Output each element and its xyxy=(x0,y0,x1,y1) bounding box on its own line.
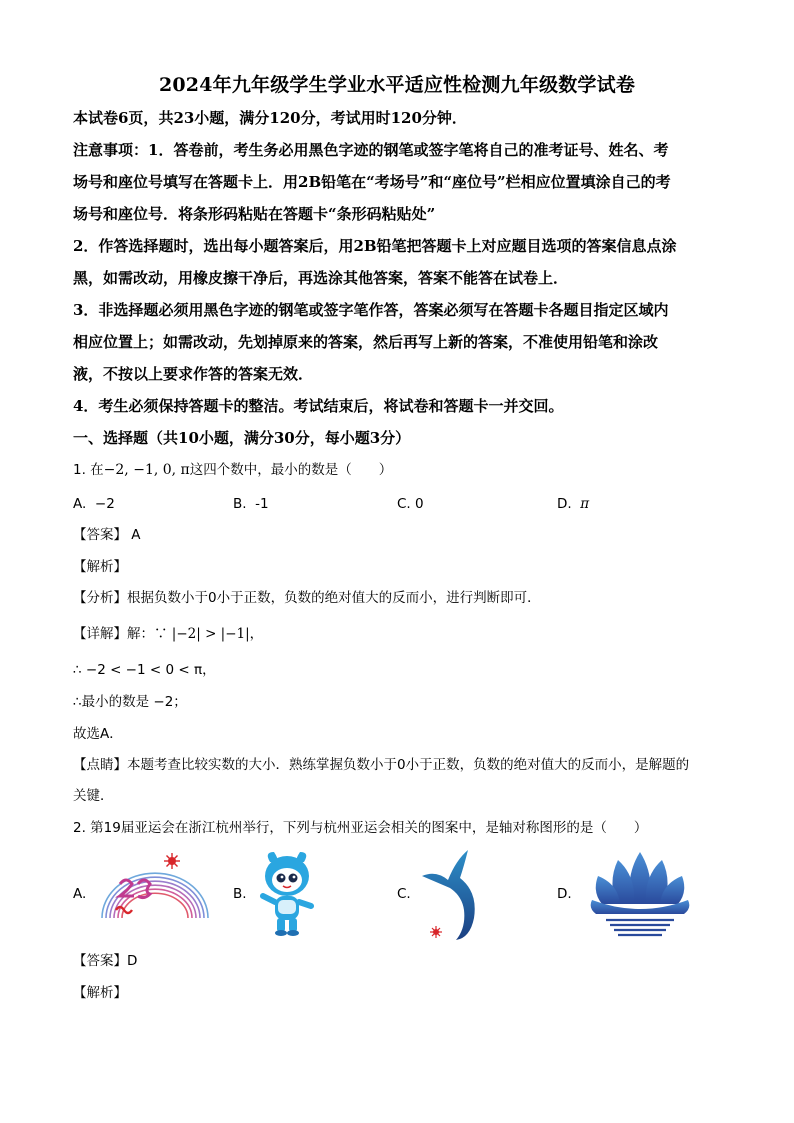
q1-step-2: ∴ −2 < −1 < 0 < π， xyxy=(73,662,216,678)
whale-tail-image xyxy=(418,846,498,942)
q1-dianjing: 【点睛】本题考查比较实数的大小．熟练掌握负数小于0小于正数，负数的绝对值大的反而小，是解题的 xyxy=(73,757,690,773)
q1-step-4: 故选A． xyxy=(73,726,123,742)
q1-suffix: 这四个数中，最小的数是（ ） xyxy=(189,462,393,478)
asian-games-emblem-image xyxy=(96,848,214,930)
q1-xiangjie: 【详解】解：∵ |−2| > |−1|， xyxy=(73,626,264,642)
q2-analysis-tag: 【解析】 xyxy=(73,985,127,1001)
q1-stem xyxy=(73,460,392,480)
notice-item1-l2: 场号和座位号填写在答题卡上．用2B铅笔在“考场号”和“座位号”栏相应位置填涂自己的考 xyxy=(73,173,671,191)
q1-dianjing-l2: 关键． xyxy=(73,788,114,804)
notice-item1-l3: 场号和座位号．将条形码粘贴在答题卡“条形码粘贴处” xyxy=(73,205,436,223)
q1-option-b: B. -1 xyxy=(233,496,269,512)
q2-option-d-label: D. xyxy=(557,886,572,902)
q1-analysis-tag: 【解析】 xyxy=(73,559,127,575)
intro-line: 本试卷6页，共23小题，满分120分，考试用时120分钟． xyxy=(73,109,467,127)
notice-item2-l2: 黑，如需改动，用橡皮擦干净后，再选涂其他答案，答案不能答在试卷上． xyxy=(73,269,569,287)
q1-option-d: D. π xyxy=(557,496,590,512)
q2-option-a-label: A. xyxy=(73,886,87,902)
notice-item1-l1: 1．答卷前，考生务必用黑色字迹的钢笔或签字笔将自己的准考证号、姓名、考 xyxy=(148,141,669,159)
notice-item3-l1: 3．非选择题必须用黑色字迹的钢笔或签字笔作答，答案必须写在答题卡各题目指定区域内 xyxy=(73,301,669,319)
notice-item2-l1: 2．作答选择题时，选出每小题答案后，用2B铅笔把答题卡上对应题目选项的答案信息点涂 xyxy=(73,237,677,255)
q2-answer: 【答案】D xyxy=(73,953,138,969)
q1-prefix: 1. 在 xyxy=(73,462,104,478)
q2-option-c-label: C. xyxy=(397,886,411,902)
mascot-image xyxy=(256,850,318,936)
notice-item4: 4．考生必须保持答题卡的整洁。考试结束后，将试卷和答题卡一并交回。 xyxy=(73,397,564,415)
section-heading: 一、选择题（共10小题，满分30分，每小题3分） xyxy=(73,429,411,447)
notice-line-1 xyxy=(73,140,668,160)
q1-fenxi: 【分析】根据负数小于0小于正数，负数的绝对值大的反而小，进行判断即可． xyxy=(73,590,541,606)
q2-option-b-label: B. xyxy=(233,886,247,902)
q2-stem: 2. 第19届亚运会在浙江杭州举行，下列与杭州亚运会相关的图案中，是轴对称图形的是（ ） xyxy=(73,820,648,836)
notice-item3-l3: 液，不按以上要求作答的答案无效． xyxy=(73,365,314,383)
q1-step-3: ∴最小的数是 −2； xyxy=(73,694,187,710)
q1-option-a: A. −2 xyxy=(73,496,115,512)
notice-item3-l2: 相应位置上；如需改动，先划掉原来的答案，然后再写上新的答案，不准使用铅笔和涂改 xyxy=(73,333,659,351)
notice-label: 注意事项： xyxy=(73,141,149,159)
q1-option-c: C. 0 xyxy=(397,496,424,512)
page-title: 2024年九年级学生学业水平适应性检测九年级数学试卷 xyxy=(158,74,636,96)
lotus-image xyxy=(588,850,692,940)
q1-math: −2, −1, 0, π xyxy=(103,462,190,478)
q1-answer: 【答案】 A xyxy=(73,527,141,543)
